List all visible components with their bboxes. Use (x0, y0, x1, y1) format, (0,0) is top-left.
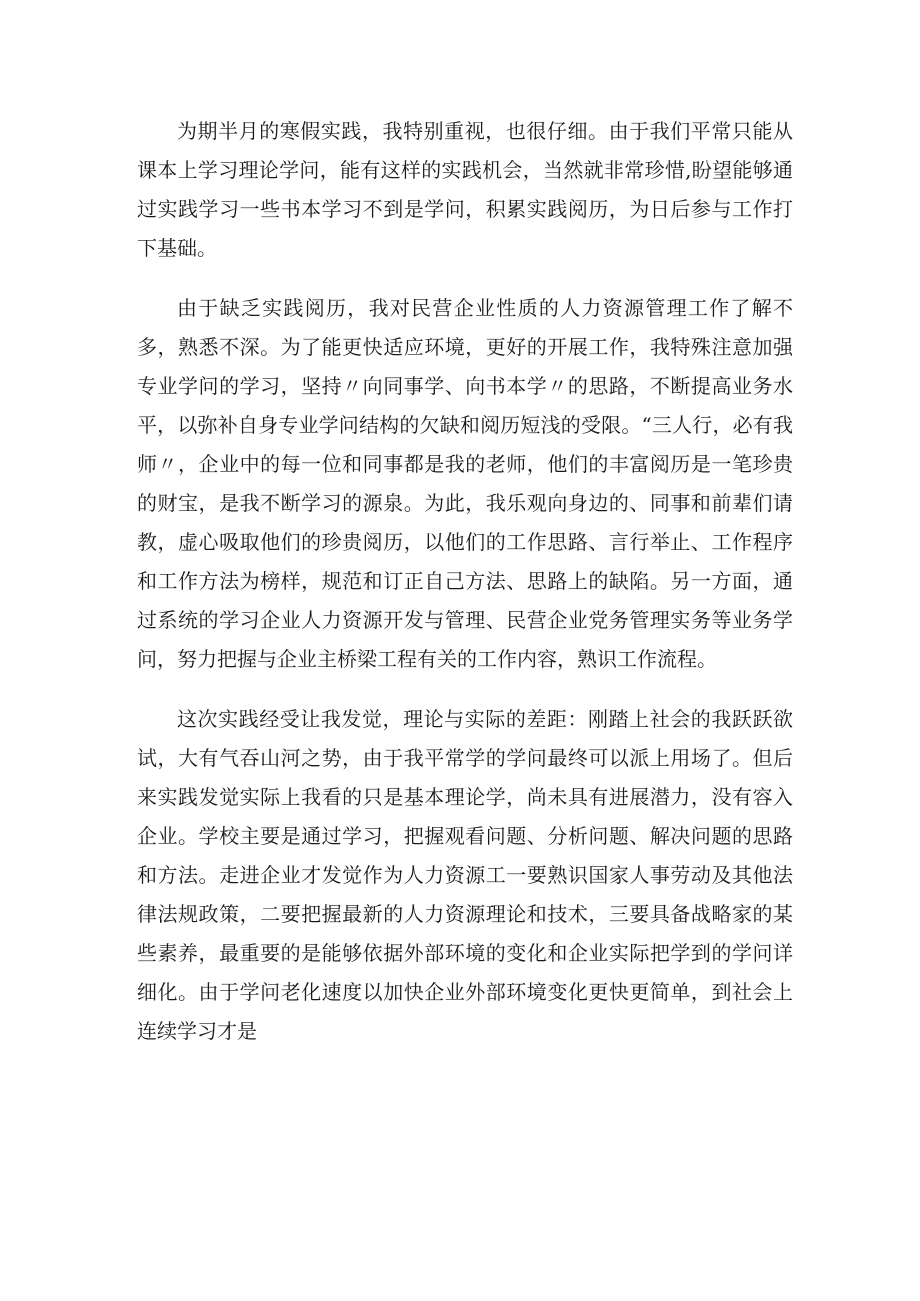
paragraph-2: 由于缺乏实践阅历，我对民营企业性质的人力资源管理工作了解不多，熟悉不深。为了能更快适应环境，更好的开展工作，我特殊注意加强专业学问的学习，坚持〃向同事学、向书本学〃的思路，不断提高业务水平，以弥补自身专业学问结构的欠缺和阅历短浅的受限。“三人行，必有我师〃，企业中的每一位和同事都是我的老师，他们的丰富阅历是一笔珍贵的财宝，是我不断学习的源泉。为此，我乐观向身边的、同事和前辈们请教，虚心吸取他们的珍贵阅历，以他们的工作思路、言行举止、工作程序和工作方法为榜样，规范和订正自己方法、思路上的缺陷。另一方面，通过系统的学习企业人力资源开发与管理、民营企业党务管理实务等业务学问，努力把握与企业主桥梁工程有关的工作内容，熟识工作流程。 (137, 296, 793, 671)
document-body (137, 112, 793, 1072)
paragraph-1: 为期半月的寒假实践，我特别重视，也很仔细。由于我们平常只能从课本上学习理论学问，能有这样的实践机会，当然就非常珍惜,盼望能够通过实践学习一些书本学习不到是学问，积累实践阅历，为日后参与工作打下基础。 (137, 119, 793, 260)
paragraph-3: 这次实践经受让我发觉，理论与实际的差距：刚踏上社会的我跃跃欲试，大有气吞山河之势，由于我平常学的学问最终可以派上用场了。但后来实践发觉实际上我看的只是基本理论学，尚未具有进展潜力，没有容入企业。学校主要是通过学习，把握观看问题、分析问题、解决问题的思路和方法。走进企业才发觉作为人力资源工一要熟识国家人事劳动及其他法律法规政策，二要把握最新的人力资源理论和技术，三要具备战略家的某些素养，最重要的是能够依据外部环境的变化和企业实际把学到的学问详细化。由于学问老化速度以加快企业外部环境变化更快更简单，到社会上连续学习才是 (137, 707, 793, 1043)
